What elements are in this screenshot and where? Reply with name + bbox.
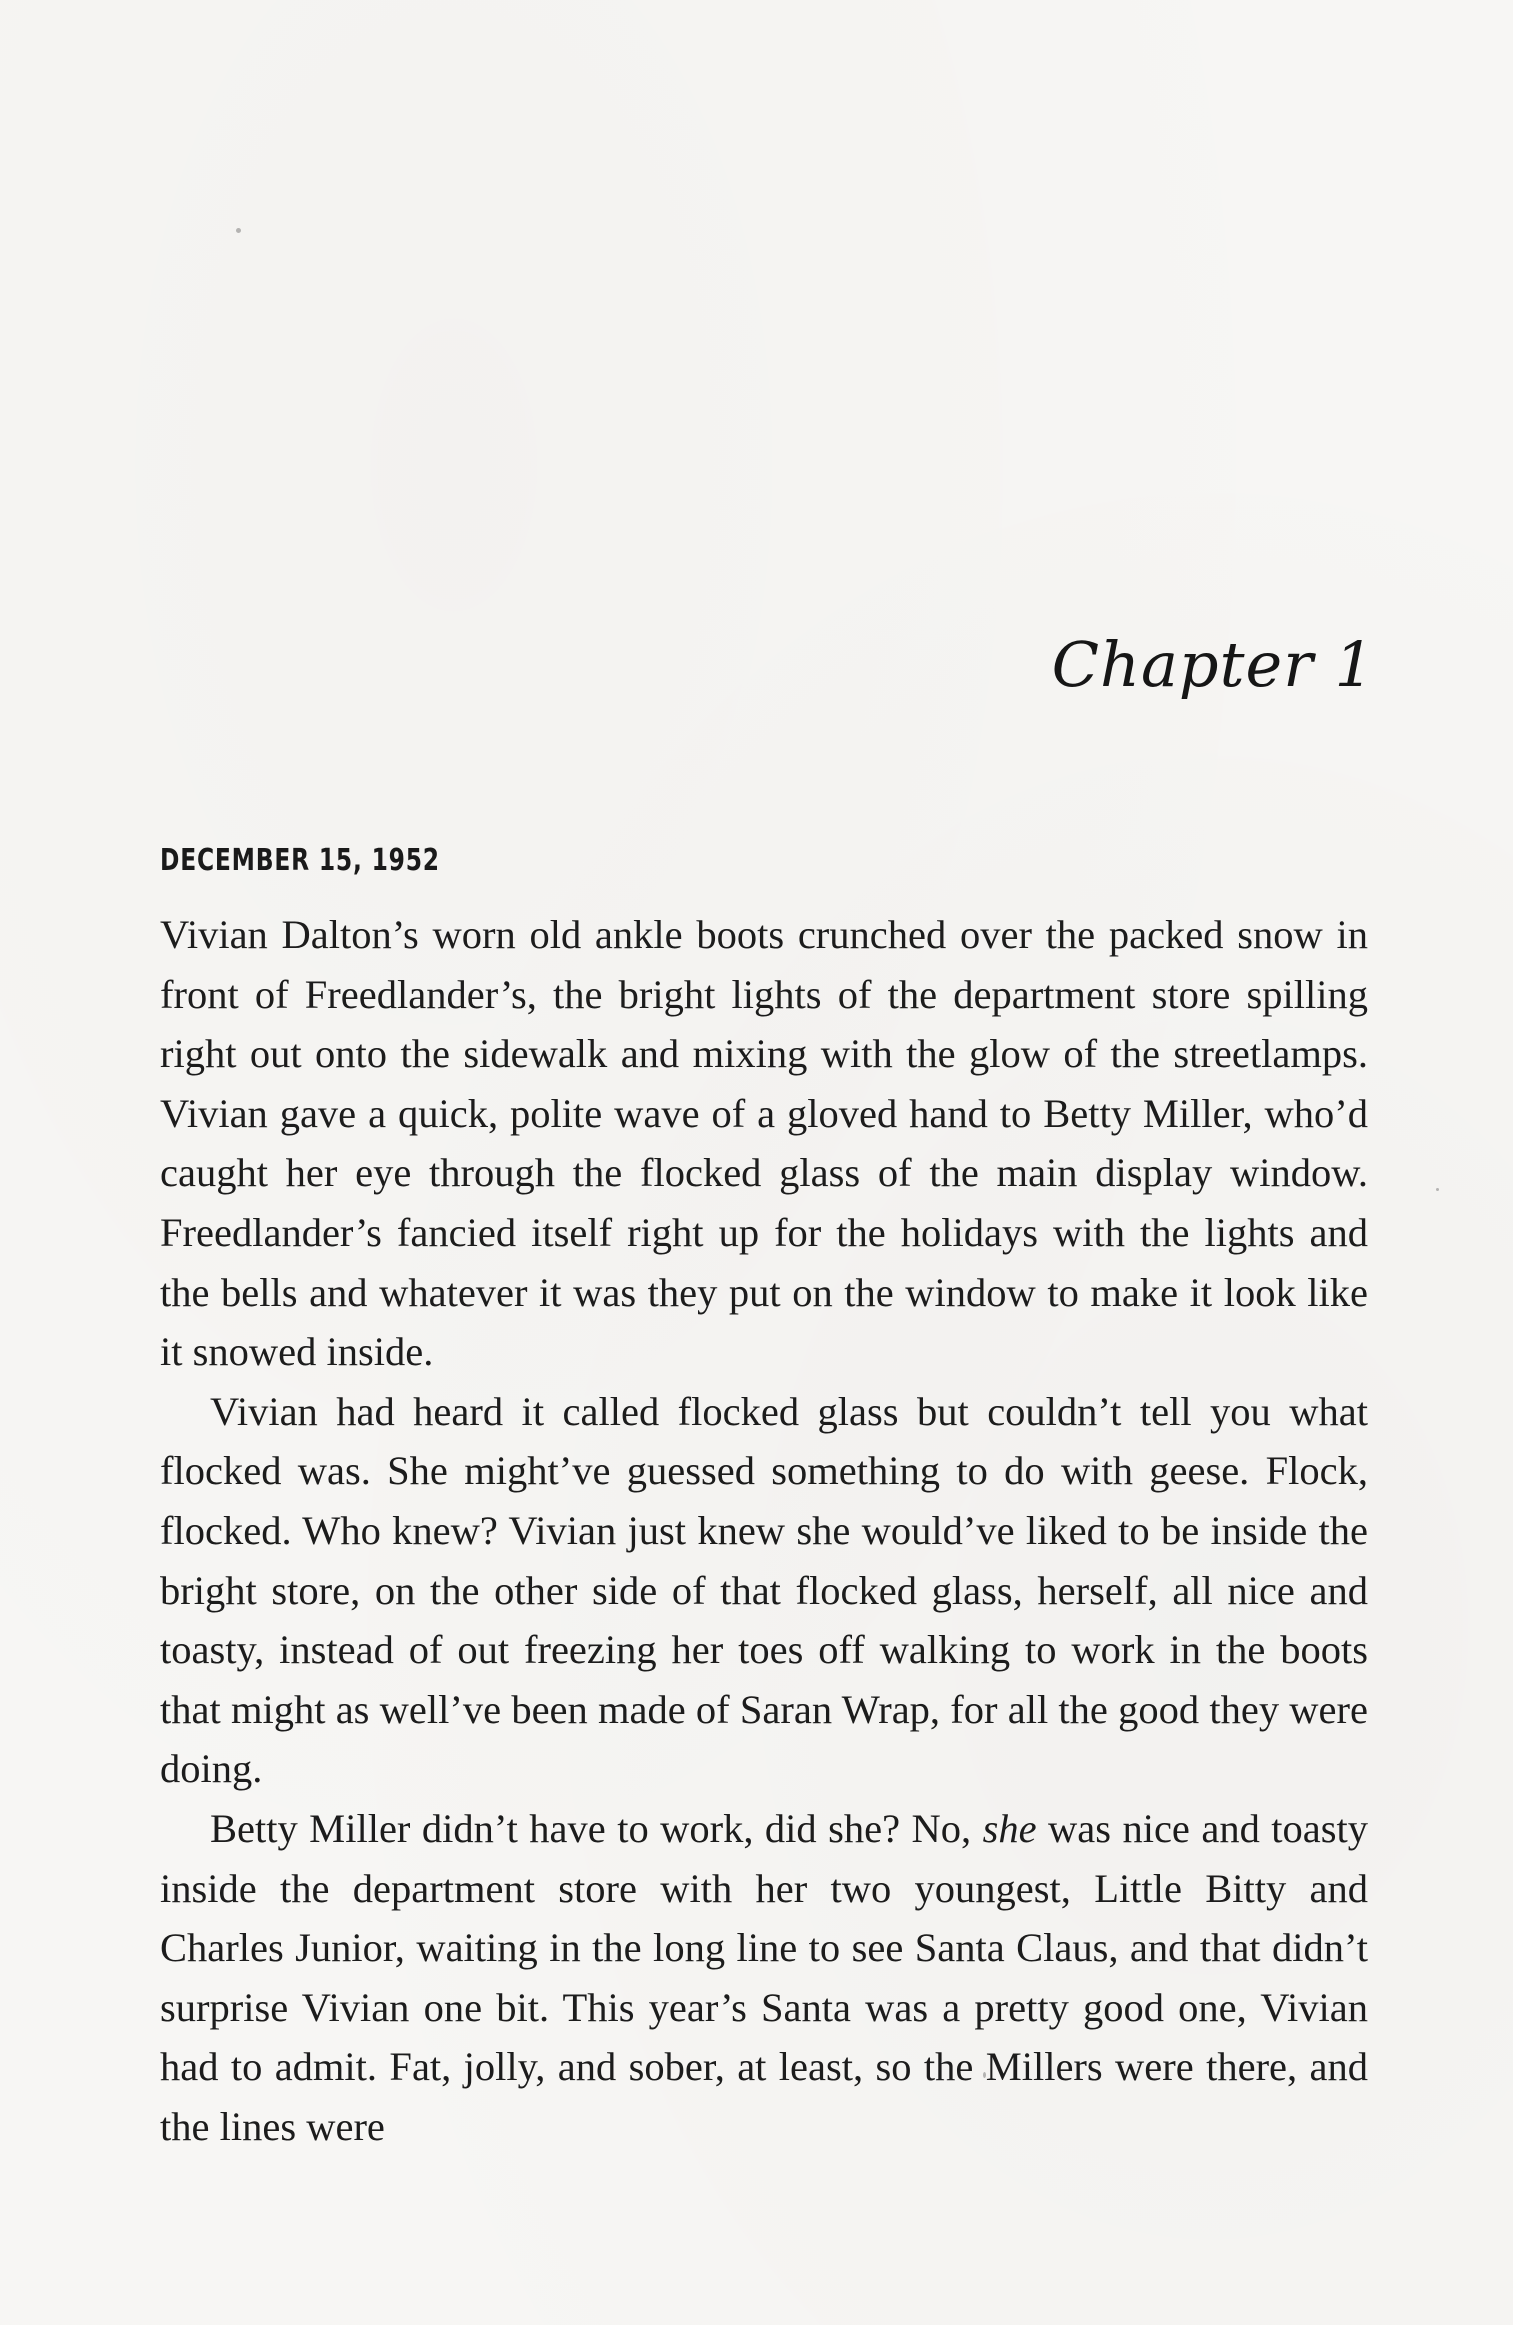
paragraph-3-end: was nice and toasty inside the department store with her two youngest, Little Bitty and Charles Junior, waiting in the long line to see Santa Claus, and that didn’t surprise Vivian one bit. This year’s Santa was a pretty good one, Vivian had to admit. Fat, jolly, and sober, at least, so the Millers were there, and the lines were: [160, 1805, 1369, 2149]
paragraph-3-emphasis: she: [982, 1805, 1037, 1851]
paper-speck: [983, 2072, 986, 2078]
paragraph-2: Vivian had heard it called flocked glass but couldn’t tell you what flocked was. She might’ve guessed something to do with geese. Flock, flocked. Who knew? Vivian just knew she would’ve liked to be inside the bright store, on the other side of that flocked glass, herself, all nice and toasty, instead of out freezing her toes off walking to work in the boots that might as well’ve been made of Saran Wrap, for all the good they were doing.: [160, 1388, 1368, 1792]
paragraph-1: Vivian Dalton’s worn old ankle boots crunched over the packed snow in front of Freedlander’s, the bright lights of the department store spilling right out onto the sidewalk and mixing with the glow of the streetlamps. Vivian gave a quick, polite wave of a gloved hand to Betty Miller, who’d caught her eye through the flocked glass of the main display window. Freedlander’s fancied itself right up for the holidays with the lights and the bells and whatever it was they put on the window to make it look like it snowed inside.: [160, 912, 1368, 1375]
dateline: DECEMBER 15, 1952: [160, 843, 440, 878]
body-text: [160, 905, 1368, 2156]
chapter-heading: Chapter 1: [1051, 628, 1375, 701]
paragraph-3-start: Betty Miller didn’t have to work, did she? No,: [210, 1805, 983, 1851]
paper-speck: [236, 228, 241, 233]
paper-speck: [1436, 1188, 1439, 1191]
paragraph-3: [160, 1799, 1368, 2157]
